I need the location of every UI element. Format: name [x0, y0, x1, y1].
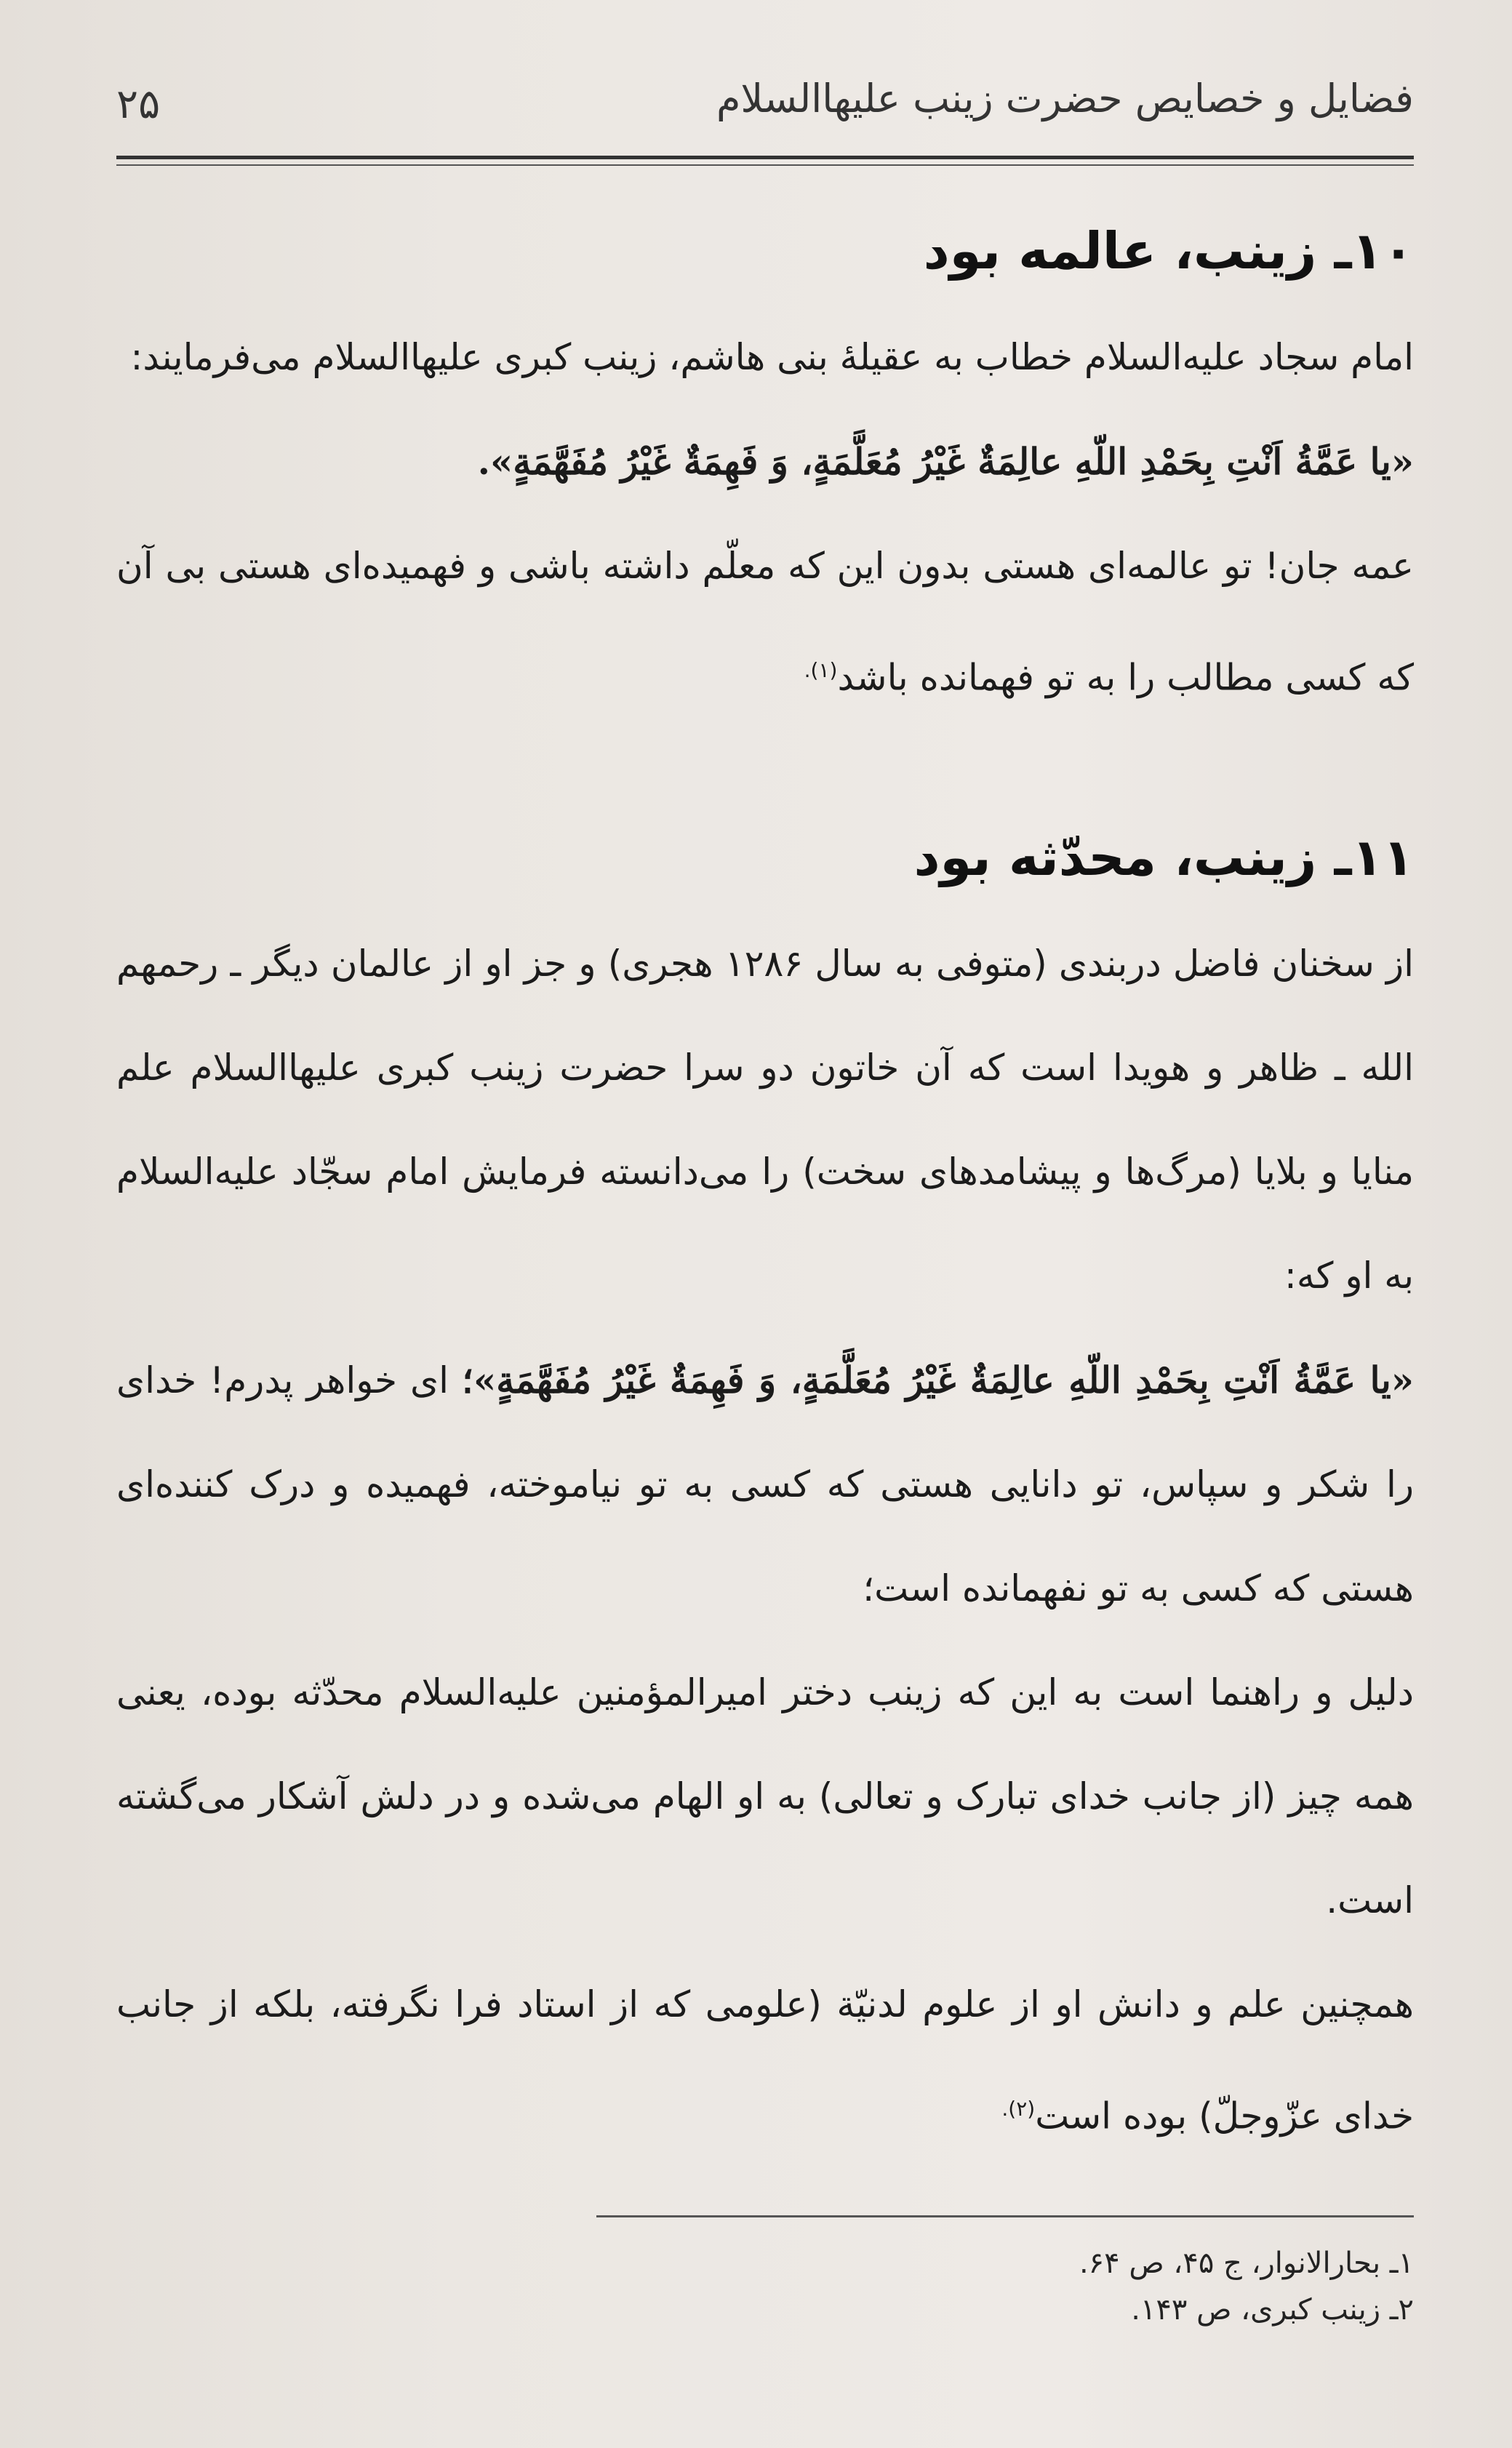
footnote-2: ۲ـ زینب کبری، ص ۱۴۳. [1131, 2293, 1414, 2327]
paragraph-text: از سخنان فاضل دربندی (متوفی به سال ۱۲۸۶ هجری) و جز او از عالمان دیگر ـ رحمهم الله ـ ظاهر و هویدا است که آن خاتون دو سرا حضرت زینب کبری علیهاالسلام علم منایا و بلایا (مرگ‌ها و پیشامدهای سخت) را می‌دانسته فرمایش امام سجّاد علیه‌السلام به او که: [116, 942, 1414, 1297]
arabic-quote: «یا عَمَّةُ اَنْتِ بِحَمْدِ اللّهِ عالِمَةٌ غَیْرُ مُعَلَّمَةٍ، وَ فَهِمَةٌ غَیْرُ مُفَهَّمَةٍ»؛ [462, 1358, 1414, 1401]
paragraph-text: ای خواهر پدرم! خدای را شکر و سپاس، تو دانایی هستی که کسی به تو نیاموخته، فهمیده و درک کننده‌ای هستی که کسی به تو نفهمانده است؛ [116, 1359, 1414, 1609]
header-rule-thin [116, 164, 1414, 166]
paragraph [116, 514, 1414, 730]
paragraph [116, 1953, 1414, 2169]
paragraph-text: عمه جان! تو عالمه‌ای هستی بدون این که معلّم داشته باشی و فهمیده‌ای هستی بی آن که کسی مطالب را به تو فهمانده باشد [116, 545, 1414, 699]
footnote-ref: (۱). [804, 658, 838, 682]
running-title: فضایل و خصایص حضرت زینب علیهاالسلام [716, 76, 1414, 121]
section-spacer [116, 730, 1414, 817]
paragraph-text: همچنین علم و دانش او از علوم لدنیّة (علومی که از استاد فرا نگرفته، بلکه از جانب خدای عزّوجلّ) بوده است [116, 1983, 1414, 2137]
page-content [116, 211, 1414, 2168]
paragraph [116, 1641, 1414, 1953]
paragraph-text: امام سجاد علیه‌السلام خطاب به عقیلهٔ بنی هاشم، زینب کبری علیهاالسلام می‌فرمایند: [130, 336, 1414, 378]
section-heading-11: ۱۱ـ زینب، محدّثه بود [913, 827, 1414, 887]
footnote-ref: (۲). [1001, 2096, 1036, 2121]
page-header [116, 70, 1414, 150]
footnote-1: ۱ـ بحارالانوار، ج ۴۵، ص ۶۴. [1079, 2247, 1414, 2280]
footnotes [1079, 2240, 1414, 2333]
paragraph [116, 912, 1414, 1328]
paragraph-text: دلیل و راهنما است به این که زینب دختر امیرالمؤمنین علیه‌السلام محدّثه بوده، یعنی همه چیز (از جانب خدای تبارک و تعالی) به او الهام می‌شده و در دلش آشکار می‌گشته است. [116, 1671, 1414, 1921]
paragraph-quote [116, 1328, 1414, 1641]
paragraph-quote [116, 409, 1414, 514]
header-rule [116, 156, 1414, 159]
paragraph [116, 305, 1414, 409]
footnote-rule [596, 2215, 1414, 2217]
page-number: ۲۵ [116, 81, 161, 128]
section-heading-10: ۱۰ـ زینب، عالمه بود [923, 221, 1414, 281]
arabic-quote: «یا عَمَّةُ اَنْتِ بِحَمْدِ اللّهِ عالِمَةٌ غَیْرُ مُعَلَّمَةٍ، وَ فَهِمَةٌ غَیْرُ مُفَهَّمَةٍ». [477, 440, 1414, 483]
